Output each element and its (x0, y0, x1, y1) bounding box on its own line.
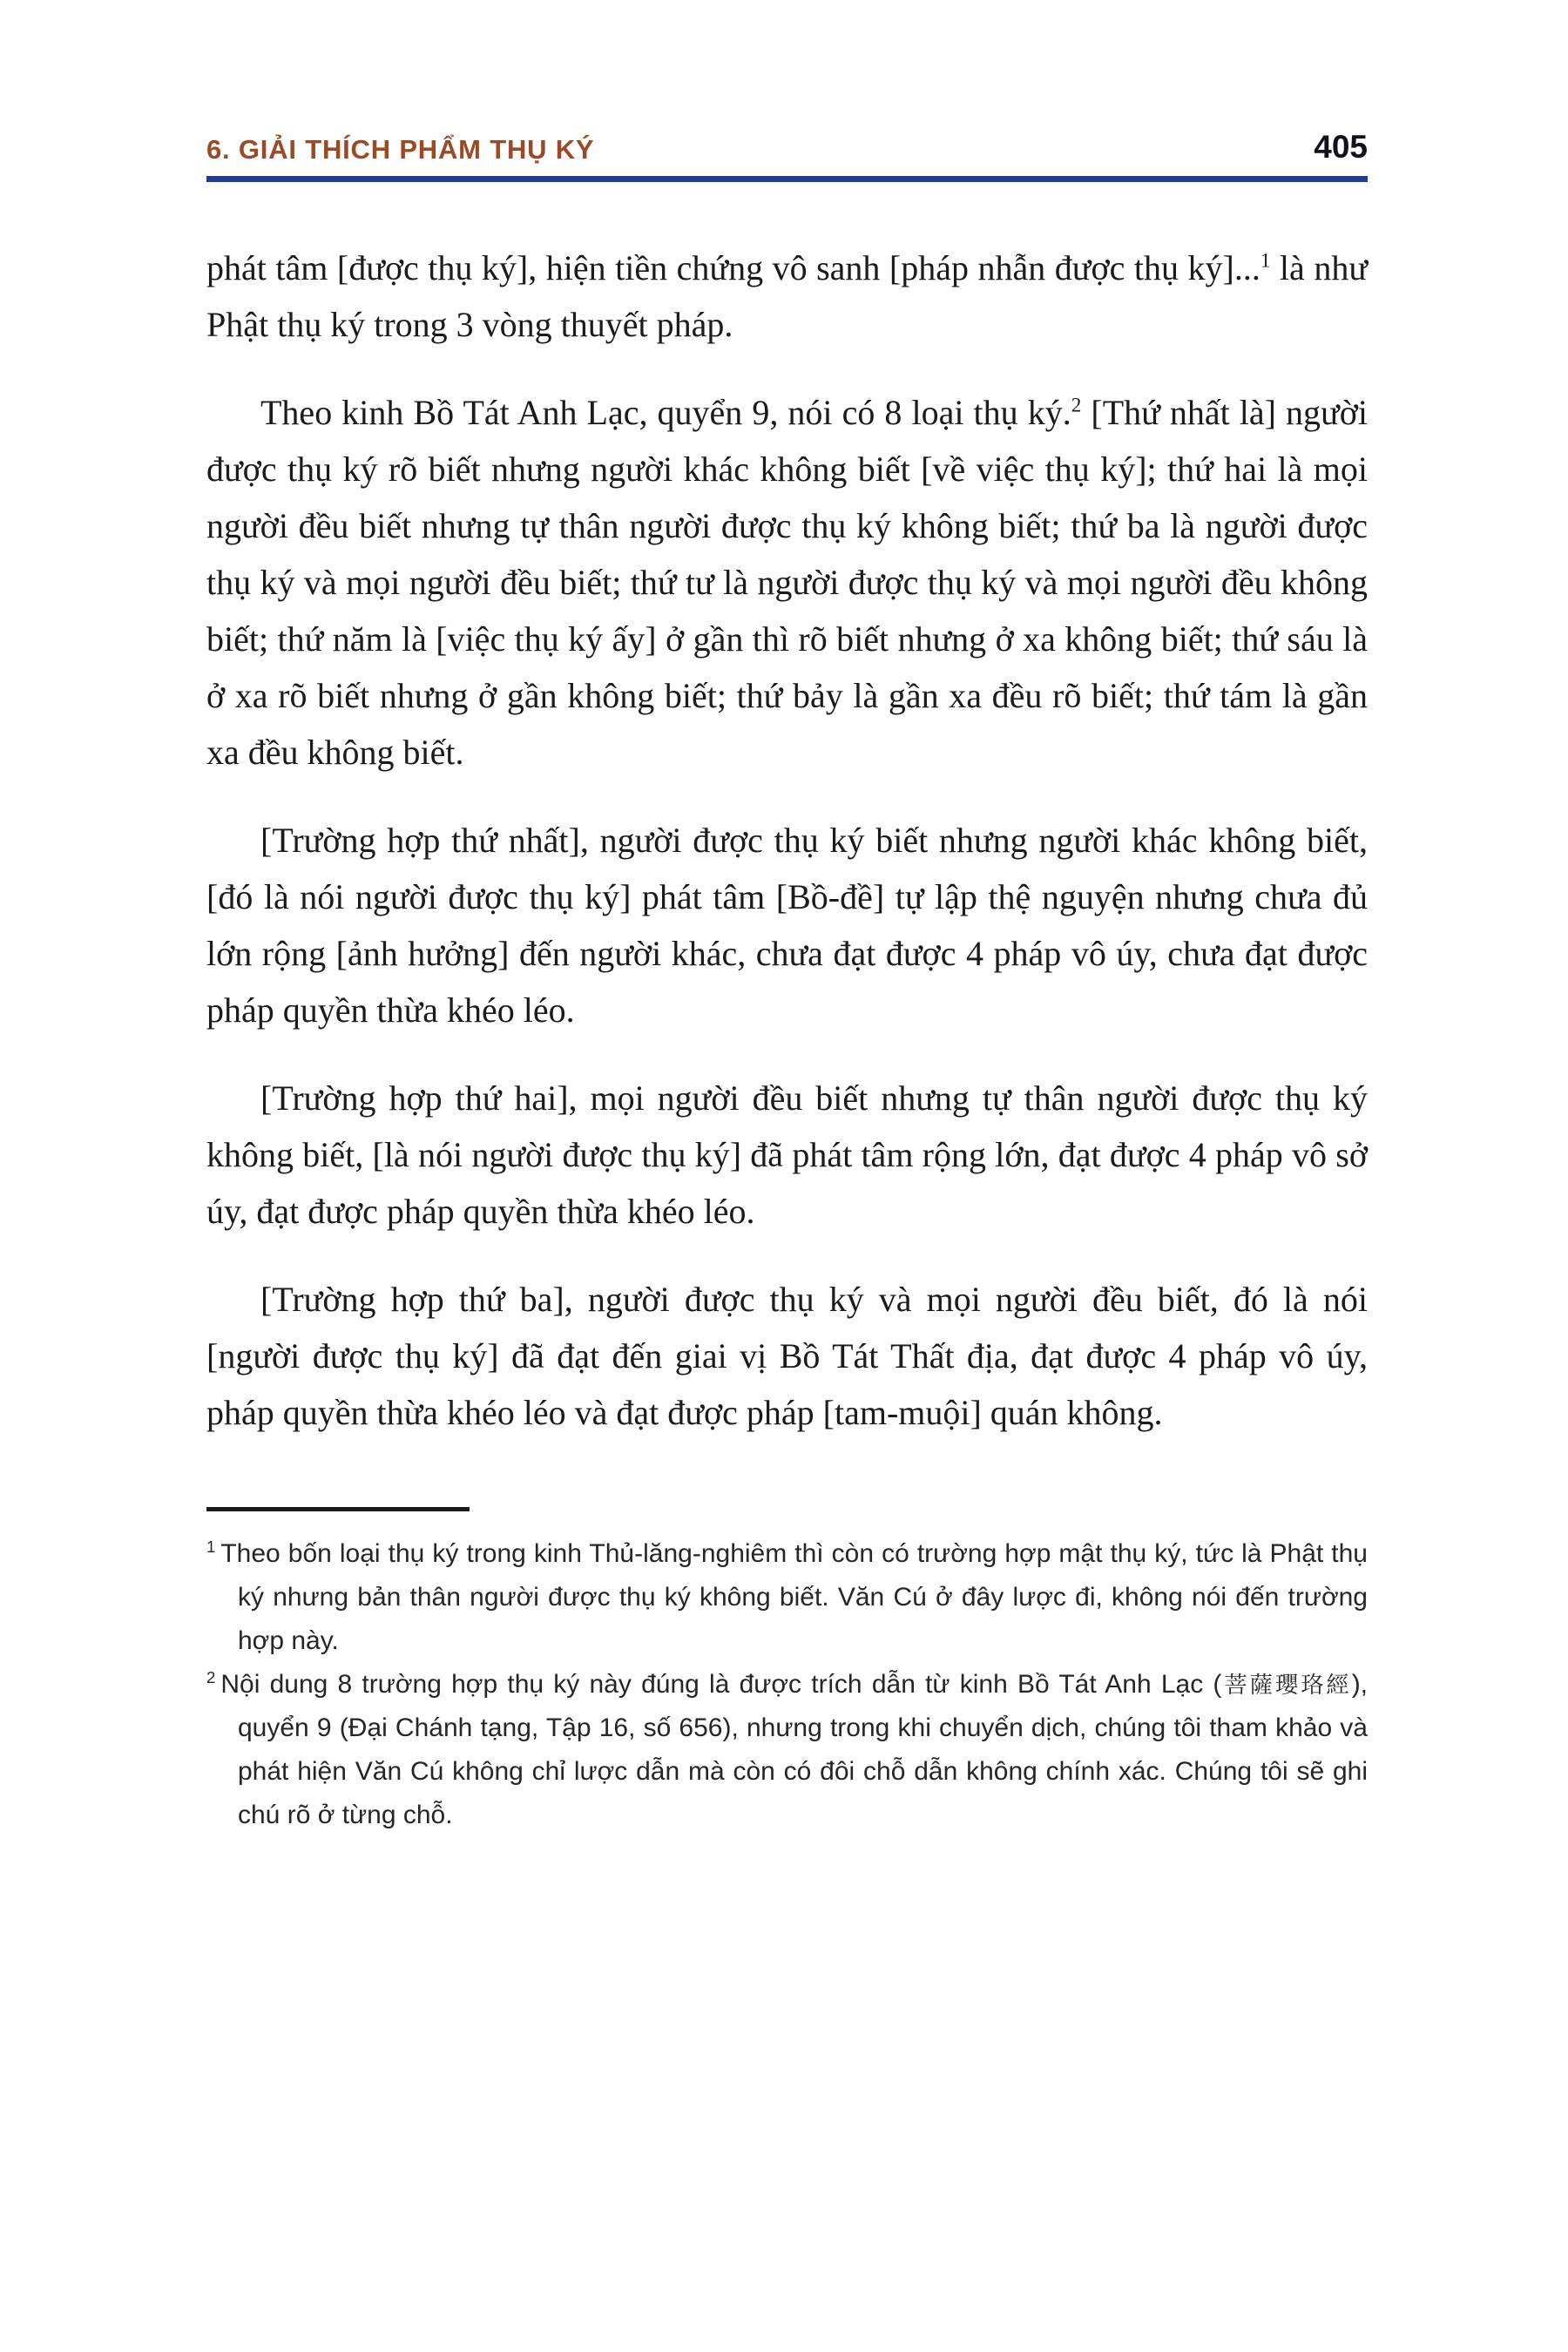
chapter-header-title: 6. GIẢI THÍCH PHẨM THỤ KÝ (206, 134, 595, 165)
footnotes (206, 1532, 1368, 1837)
header-rule (206, 176, 1368, 182)
footnote-marker: 1 (206, 1538, 216, 1556)
footnote-ref: 1 (1260, 249, 1271, 273)
body-paragraph: phát tâm [được thụ ký], hiện tiền chứng vô sanh [pháp nhẫn được thụ ký]...$^1$ là như Phật thụ ký trong 3 vòng thuyết pháp. (206, 248, 1368, 344)
footnote-marker: 2 (206, 1668, 216, 1686)
body-text (206, 240, 1368, 1441)
footnote: $^1$ Theo bốn loại thụ ký trong kinh Thủ-lăng-nghiêm thì còn có trường hợp mật thụ ký, tức là Phật thụ ký nhưng bản thân người được thụ ký không biết. Văn Cú ở đây lược đi, không nói đến trường hợp này. (206, 1538, 1368, 1655)
footnote-separator (206, 1507, 470, 1511)
footnote: $^2$ Nội dung 8 trường hợp thụ ký này đúng là được trích dẫn từ kinh Bồ Tát Anh Lạc (菩薩瓔珞經), quyển 9 (Đại Chánh tạng, Tập 16, số 656), nhưng trong khi chuyển dịch, chúng tôi tham khảo và phát hiện Văn Cú không chỉ lược dẫn mà còn có đôi chỗ dẫn không chính xác. Chúng tôi sẽ ghi chú rõ ở từng chỗ. (206, 1668, 1369, 1829)
body-paragraph: Theo kinh Bồ Tát Anh Lạc, quyển 9, nói có 8 loại thụ ký.$^2$ [Thứ nhất là] người được thụ ký rõ biết nhưng người khác không biết [về việc thụ ký]; thứ hai là mọi người đều biết nhưng tự thân người được thụ ký không biết; thứ ba là người được thụ ký và mọi người đều biết; thứ tư là người được thụ ký và mọi người đều không biết; thứ năm là [việc thụ ký ấy] ở gần thì rõ biết nhưng ở xa không biết; thứ sáu là ở xa rõ biết nhưng ở gần không biết; thứ bảy là gần xa đều rõ biết; thứ tám là gần xa đều không biết. (206, 393, 1368, 772)
page-number: 405 (1314, 129, 1368, 165)
running-header (206, 129, 1368, 166)
body-paragraph: [Trường hợp thứ hai], mọi người đều biết nhưng tự thân người được thụ ký không biết, [là nói người được thụ ký] đã phát tâm rộng lớn, đạt được 4 pháp vô sở úy, đạt được pháp quyền thừa khéo léo. (206, 1078, 1368, 1231)
body-paragraph: [Trường hợp thứ nhất], người được thụ ký biết nhưng người khác không biết, [đó là nói người được thụ ký] phát tâm [Bồ-đề] tự lập thệ nguyện nhưng chưa đủ lớn rộng [ảnh hưởng] đến người khác, chưa đạt được 4 pháp vô úy, chưa đạt được pháp quyền thừa khéo léo. (206, 821, 1368, 1030)
body-paragraph: [Trường hợp thứ ba], người được thụ ký và mọi người đều biết, đó là nói [người được thụ ký] đã đạt đến giai vị Bồ Tát Thất địa, đạt được 4 pháp vô úy, pháp quyền thừa khéo léo và đạt được pháp [tam-muội] quán không. (206, 1280, 1368, 1432)
cjk-source-title: 菩薩瓔珞經 (1221, 1672, 1352, 1698)
footnote-ref: 2 (1071, 394, 1082, 417)
